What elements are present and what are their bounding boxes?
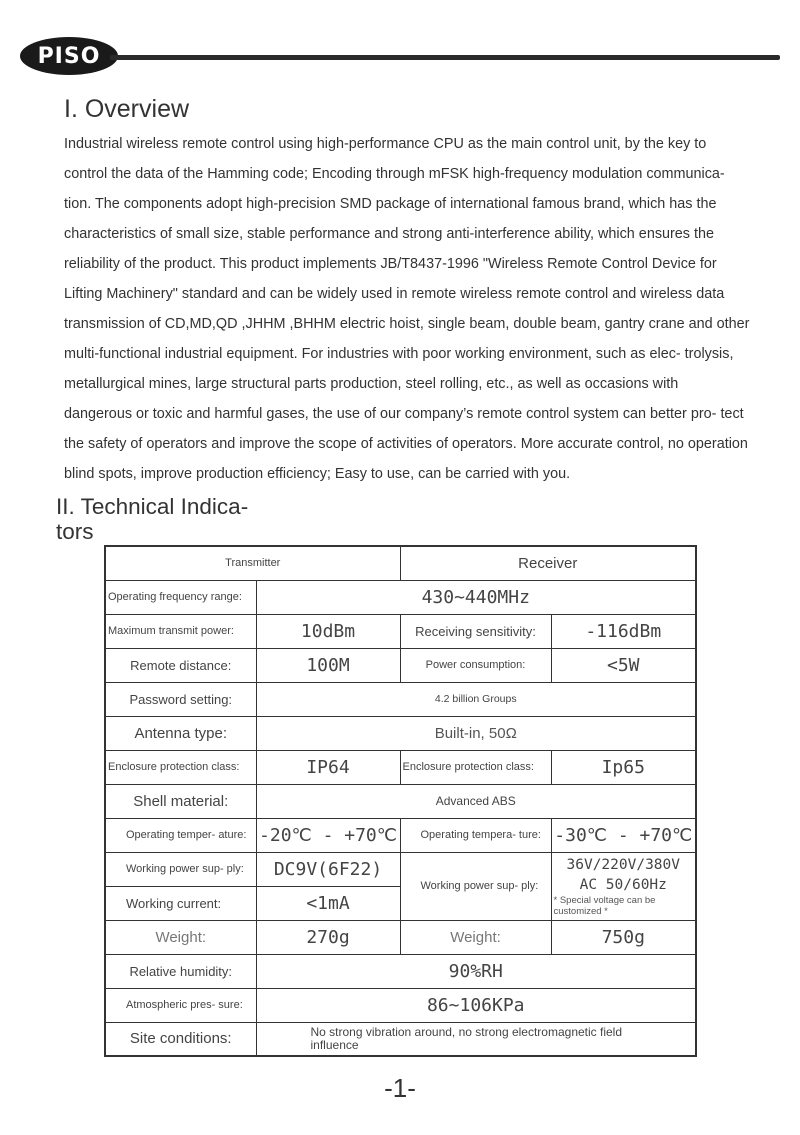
antenna-value: Built-in, 50Ω — [256, 716, 696, 750]
rx-weight-value: 750g — [551, 920, 696, 954]
table-row — [105, 580, 696, 614]
freq-label: Operating frequency range: — [105, 580, 256, 614]
tx-enclosure-value: IP64 — [256, 750, 400, 784]
tx-supply-label: Working power sup- ply: — [105, 852, 256, 886]
overview-heading: I. Overview — [64, 95, 190, 123]
rx-sens-label: Receiving sensitivity: — [400, 614, 551, 648]
rx-enclosure-label: Enclosure protection class: — [400, 750, 551, 784]
pressure-label: Atmospheric pres- sure: — [105, 988, 256, 1022]
tx-supply-value: DC9V(6F22) — [256, 852, 400, 886]
password-value: 4.2 billion Groups — [256, 682, 696, 716]
rx-enclosure-value: Ip65 — [551, 750, 696, 784]
site-label: Site conditions: — [105, 1022, 256, 1056]
current-value: <1mA — [256, 886, 400, 920]
shell-label: Shell material: — [105, 784, 256, 818]
rx-weight-label: Weight: — [400, 920, 551, 954]
rx-sens-value: -116dBm — [551, 614, 696, 648]
technical-indicators-table — [104, 545, 697, 1057]
humidity-value: 90%RH — [256, 954, 696, 988]
table-row — [105, 852, 696, 886]
rx-supply-value-1: 36V/220V/380V — [566, 857, 680, 873]
current-label: Working current: — [105, 886, 256, 920]
rx-supply-label: Working power sup- ply: — [400, 852, 551, 920]
table-row — [105, 1022, 696, 1056]
table-row — [105, 682, 696, 716]
freq-value: 430~440MHz — [256, 580, 696, 614]
table-row — [105, 750, 696, 784]
tx-power-label: Maximum transmit power: — [105, 614, 256, 648]
consumption-value: <5W — [551, 648, 696, 682]
shell-value: Advanced ABS — [256, 784, 696, 818]
tx-enclosure-label: Enclosure protection class: — [105, 750, 256, 784]
tx-power-value: 10dBm — [256, 614, 400, 648]
table-row — [105, 546, 696, 580]
rx-temp-value: -30℃ - +70℃ — [551, 818, 696, 852]
consumption-label: Power consumption: — [400, 648, 551, 682]
tx-weight-value: 270g — [256, 920, 400, 954]
site-value: No strong vibration around, no strong electromagnetic field influence — [256, 1022, 696, 1056]
tx-temp-label: Operating temper- ature: — [105, 818, 256, 852]
distance-value: 100M — [256, 648, 400, 682]
technical-heading: II. Technical Indica- tors — [56, 494, 249, 544]
rx-supply-cell — [551, 852, 696, 920]
rx-supply-note: * Special voltage can be customized * — [553, 895, 656, 917]
tx-temp-value: -20℃ - +70℃ — [256, 818, 400, 852]
antenna-label: Antenna type: — [105, 716, 256, 750]
logo-text: PISO — [37, 43, 101, 69]
page-number: -1- — [384, 1073, 416, 1103]
password-label: Password setting: — [105, 682, 256, 716]
transmitter-header: Transmitter — [105, 546, 400, 580]
pressure-value: 86~106KPa — [256, 988, 696, 1022]
table-row — [105, 648, 696, 682]
rx-supply-value-2: AC 50/60Hz — [579, 877, 667, 893]
piso-logo — [20, 37, 118, 75]
table-row — [105, 716, 696, 750]
humidity-label: Relative humidity: — [105, 954, 256, 988]
table-row — [105, 784, 696, 818]
tx-weight-label: Weight: — [105, 920, 256, 954]
rx-temp-label: Operating tempera- ture: — [400, 818, 551, 852]
receiver-header: Receiver — [400, 546, 696, 580]
distance-label: Remote distance: — [105, 648, 256, 682]
header-rule — [110, 55, 780, 60]
table-row — [105, 818, 696, 852]
table-row — [105, 920, 696, 954]
overview-paragraph: Industrial wireless remote control using high-performance CPU as the main control unit, by the key to control the data of the Hamming code; Encoding through mFSK high-frequency modulation communica- tion. The components adopt high-precision SMD package of international famous brand, which has the characteristics of small size, stable performance and strong anti-interference ability, which ensures the reliability of the product. This product implements JB/T8437-1996 "Wireless Remote Control Device for Lifting Machinery" standard and can be widely used in remote wireless remote control and wireless data transmission of CD,MD,QD ,JHHM ,BHHM electric hoist, single beam, double beam, gantry crane and other multi-functional industrial equipment. For industries with poor working environment, such as elec- trolysis, metallurgical mines, large structural parts production, steel rolling, etc., as well as occasions with dangerous or toxic and harmful gases, the use of our company’s remote control system can better pro- tect the safety of operators and improve the scope of activities of operators. More accurate control, no operation blind spots, improve production efficiency; Easy to use, can be carried with you. — [64, 136, 750, 482]
table-row — [105, 954, 696, 988]
table-row — [105, 614, 696, 648]
table-row — [105, 988, 696, 1022]
